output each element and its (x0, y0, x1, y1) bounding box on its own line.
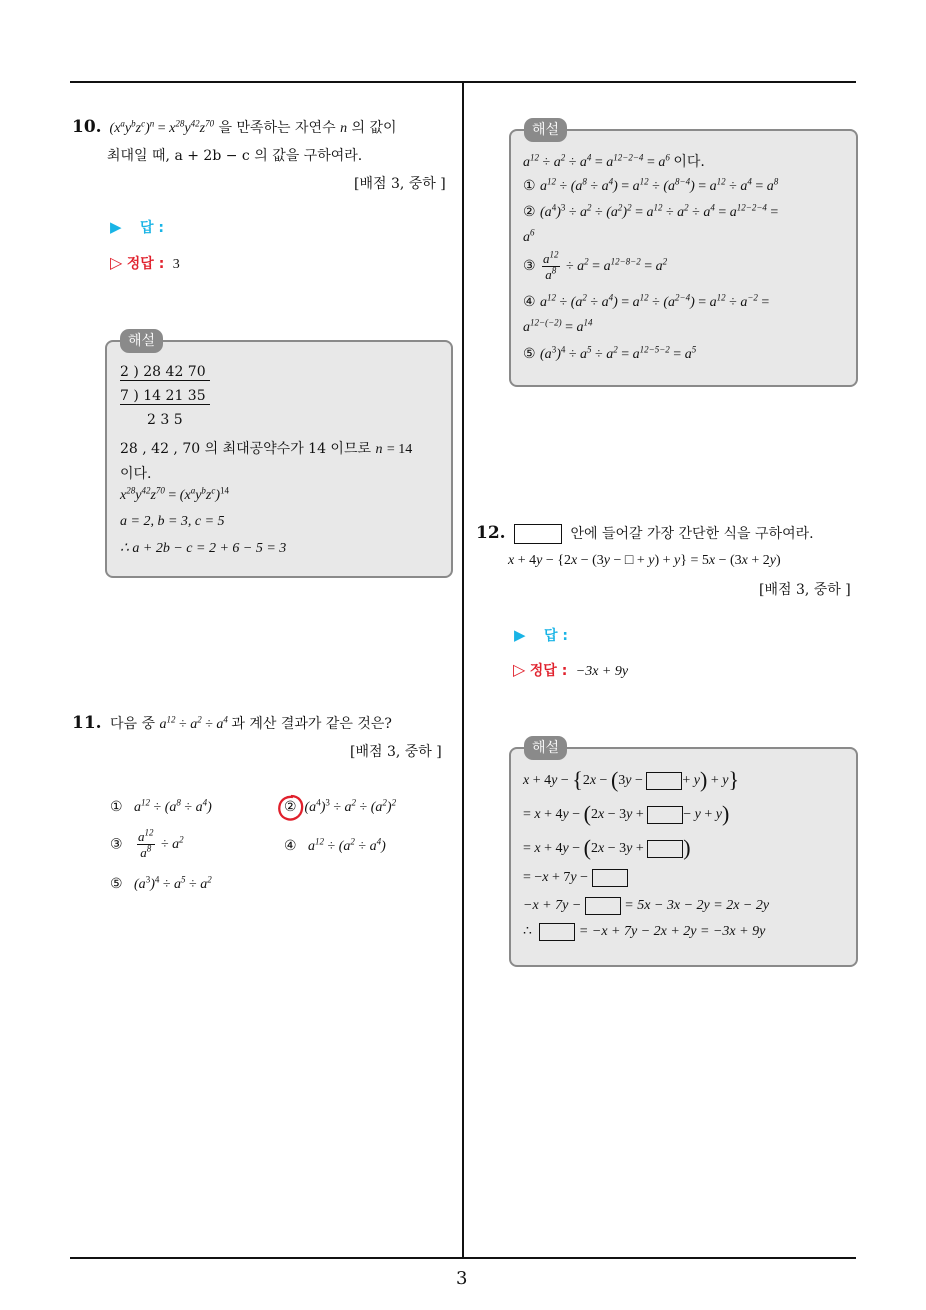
div-row-1: 2 ) 28 42 70 (120, 364, 210, 381)
correct-answer-value: 3 (172, 257, 180, 272)
explanation-box-10 (105, 340, 453, 578)
triangle-outline-icon: ▷ (513, 660, 526, 679)
triangle-icon: ▶ (514, 626, 526, 644)
choice-mark: ④ (284, 838, 297, 854)
explain-line-4: = −x + 7y − (523, 869, 628, 887)
explanation-tag-12: 해설 (524, 736, 567, 760)
column-divider (462, 81, 464, 1258)
stem-prefix: 다음 중 (110, 716, 156, 732)
explain-line-5: 이다. (120, 466, 152, 482)
correct-label: 정답 : (529, 663, 568, 679)
choice-1[interactable]: ① $a^{12} \div (a^8 \div a^4)$ (110, 797, 212, 815)
explain-line-3: ② $(a^4)^3 \div a^2 \div (a^2)^2 = a^{12} \div a^2 \div a^4 = a^{12-2-4}$ = (523, 202, 779, 220)
explain-line-5: ③ $\frac{a^{12}}{a^8}$ ÷ $a^2 = a^{12-8-2} = a^2$ (523, 249, 668, 282)
choice-mark: ① (110, 799, 123, 815)
explain-line-8: ⑤ $(a^3)^4 \div a^5 \div a^2 = a^{12-5-2} = a^5$ (523, 344, 697, 362)
explain-line-7: a = 2, b = 3, c = 5 (120, 514, 225, 529)
explain-line-2: ① $a^{12} \div (a^8 \div a^4) = a^{12} \div (a^{8-4}) = a^{12} \div a^4 = a^8$ (523, 176, 779, 194)
div-row-3: 2 3 5 (147, 412, 183, 428)
explain-line-5 (523, 897, 769, 915)
triangle-outline-icon: ▷ (110, 253, 123, 272)
stem-suffix: 과 계산 결과가 같은 것은? (231, 716, 392, 732)
stem-expression: $a^{12} \div a^2 \div a^4$ (159, 714, 228, 732)
score-note: [배점 3, 중하 ] (350, 744, 442, 760)
answer-row (514, 625, 568, 645)
question-stem-line1: $(x^ay^bz^c)^n = x^{28}y^{42}z^{70}$ (106, 118, 215, 136)
explain-line-6: $x^{28}y^{42}z^{70} = (x^ay^bz^c)^{14}$ (120, 485, 230, 503)
question-stem: 안에 들어갈 가장 간단한 식을 구하여라. (570, 526, 814, 542)
explain-line-5-right: = 5x − 3x − 2y = 2x − 2y (624, 898, 770, 914)
score-note: [배점 3, 중하 ] (354, 176, 446, 192)
choice-5[interactable]: ⑤ $(a^3)^4 \div a^5 \div a^2$ (110, 874, 212, 892)
choice-mark: ⑤ (110, 876, 123, 892)
choice-3[interactable]: ③ $\frac{a^{12}}{a^8}$ ÷ $a^2$ (110, 827, 184, 860)
triangle-icon: ▶ (110, 218, 122, 236)
correct-answer-value: −3x + 9y (575, 664, 629, 679)
question-number: 12. (476, 523, 506, 543)
div-row-2: 7 ) 14 21 35 (120, 388, 210, 405)
correct-answer-row (110, 253, 180, 273)
explain-line-4: 28 , 42 , 70 의 최대공약수가 14 이므로 n = 14 (120, 441, 413, 457)
selected-circle-icon (276, 793, 306, 823)
explain-line-2: = x + 4y − (2x − 3y + − y + y) (523, 801, 730, 826)
choice-2[interactable]: ② $(a^4)^3 \div a^2 \div (a^2)^2$ (284, 799, 396, 816)
explain-line-1: x + 4y − {2x − (3y − + y) + y} (523, 767, 740, 792)
explain-line-7: $a^{12-(-2)} = a^{14}$ (523, 317, 593, 335)
question-stem-line2: 최대일 때, a + 2b − c 의 값을 구하여라. (107, 148, 363, 164)
choice-mark: ③ (110, 836, 123, 853)
page-number: 3 (456, 1268, 468, 1289)
answer-label: 답 : (140, 220, 164, 236)
correct-answer-row (513, 660, 628, 680)
question-equation: x + 4y − {2x − (3y − □ + y) + y} = 5x − (3x + 2y) (508, 553, 781, 568)
choice-4[interactable]: ④ $a^{12} \div (a^2 \div a^4)$ (284, 836, 386, 854)
question-number: 11. (72, 713, 102, 733)
explain-line-6: ∴ = −x + 7y − 2x + 2y = −3x + 9y (523, 924, 766, 940)
explain-line-6: ④ $a^{12} \div (a^2 \div a^4) = a^{12} \div (a^{2-4}) = a^{12} \div a^{-2}$ = (523, 292, 770, 310)
answer-row (110, 217, 164, 237)
explain-line-1: $a^{12} \div a^2 \div a^4 = a^{12-2-4} = a^6$ 이다. (523, 152, 705, 170)
blank-box (585, 897, 621, 915)
explanation-tag-10: 해설 (120, 329, 163, 353)
explanation-box-11 (509, 129, 858, 387)
explain-line-3: = x + 4y − (2x − 3y + ) (523, 835, 691, 860)
score-note: [배점 3, 중하 ] (759, 582, 851, 598)
choice-mark: ② (284, 799, 297, 815)
explanation-box-12 (509, 747, 858, 967)
correct-label: 정답 : (126, 256, 165, 272)
blank-box (539, 923, 575, 941)
question-number: 10. (72, 117, 102, 137)
explain-line-5-left: −x + 7y − (523, 898, 582, 914)
explain-line-4: $a^6$ (523, 227, 535, 245)
question-stem-line1-text: 을 만족하는 자연수 n 의 값이 (218, 120, 397, 136)
blank-box (514, 524, 562, 544)
explanation-tag-11: 해설 (524, 118, 567, 142)
answer-label: 답 : (544, 628, 568, 644)
explain-line-8: ∴ a + 2b − c = 2 + 6 − 5 = 3 (120, 541, 287, 556)
explain-line-6-right: = −x + 7y − 2x + 2y = −3x + 9y (578, 924, 766, 940)
explain-line-4-text: 28 , 42 , 70 의 최대공약수가 14 이므로 (120, 441, 371, 457)
